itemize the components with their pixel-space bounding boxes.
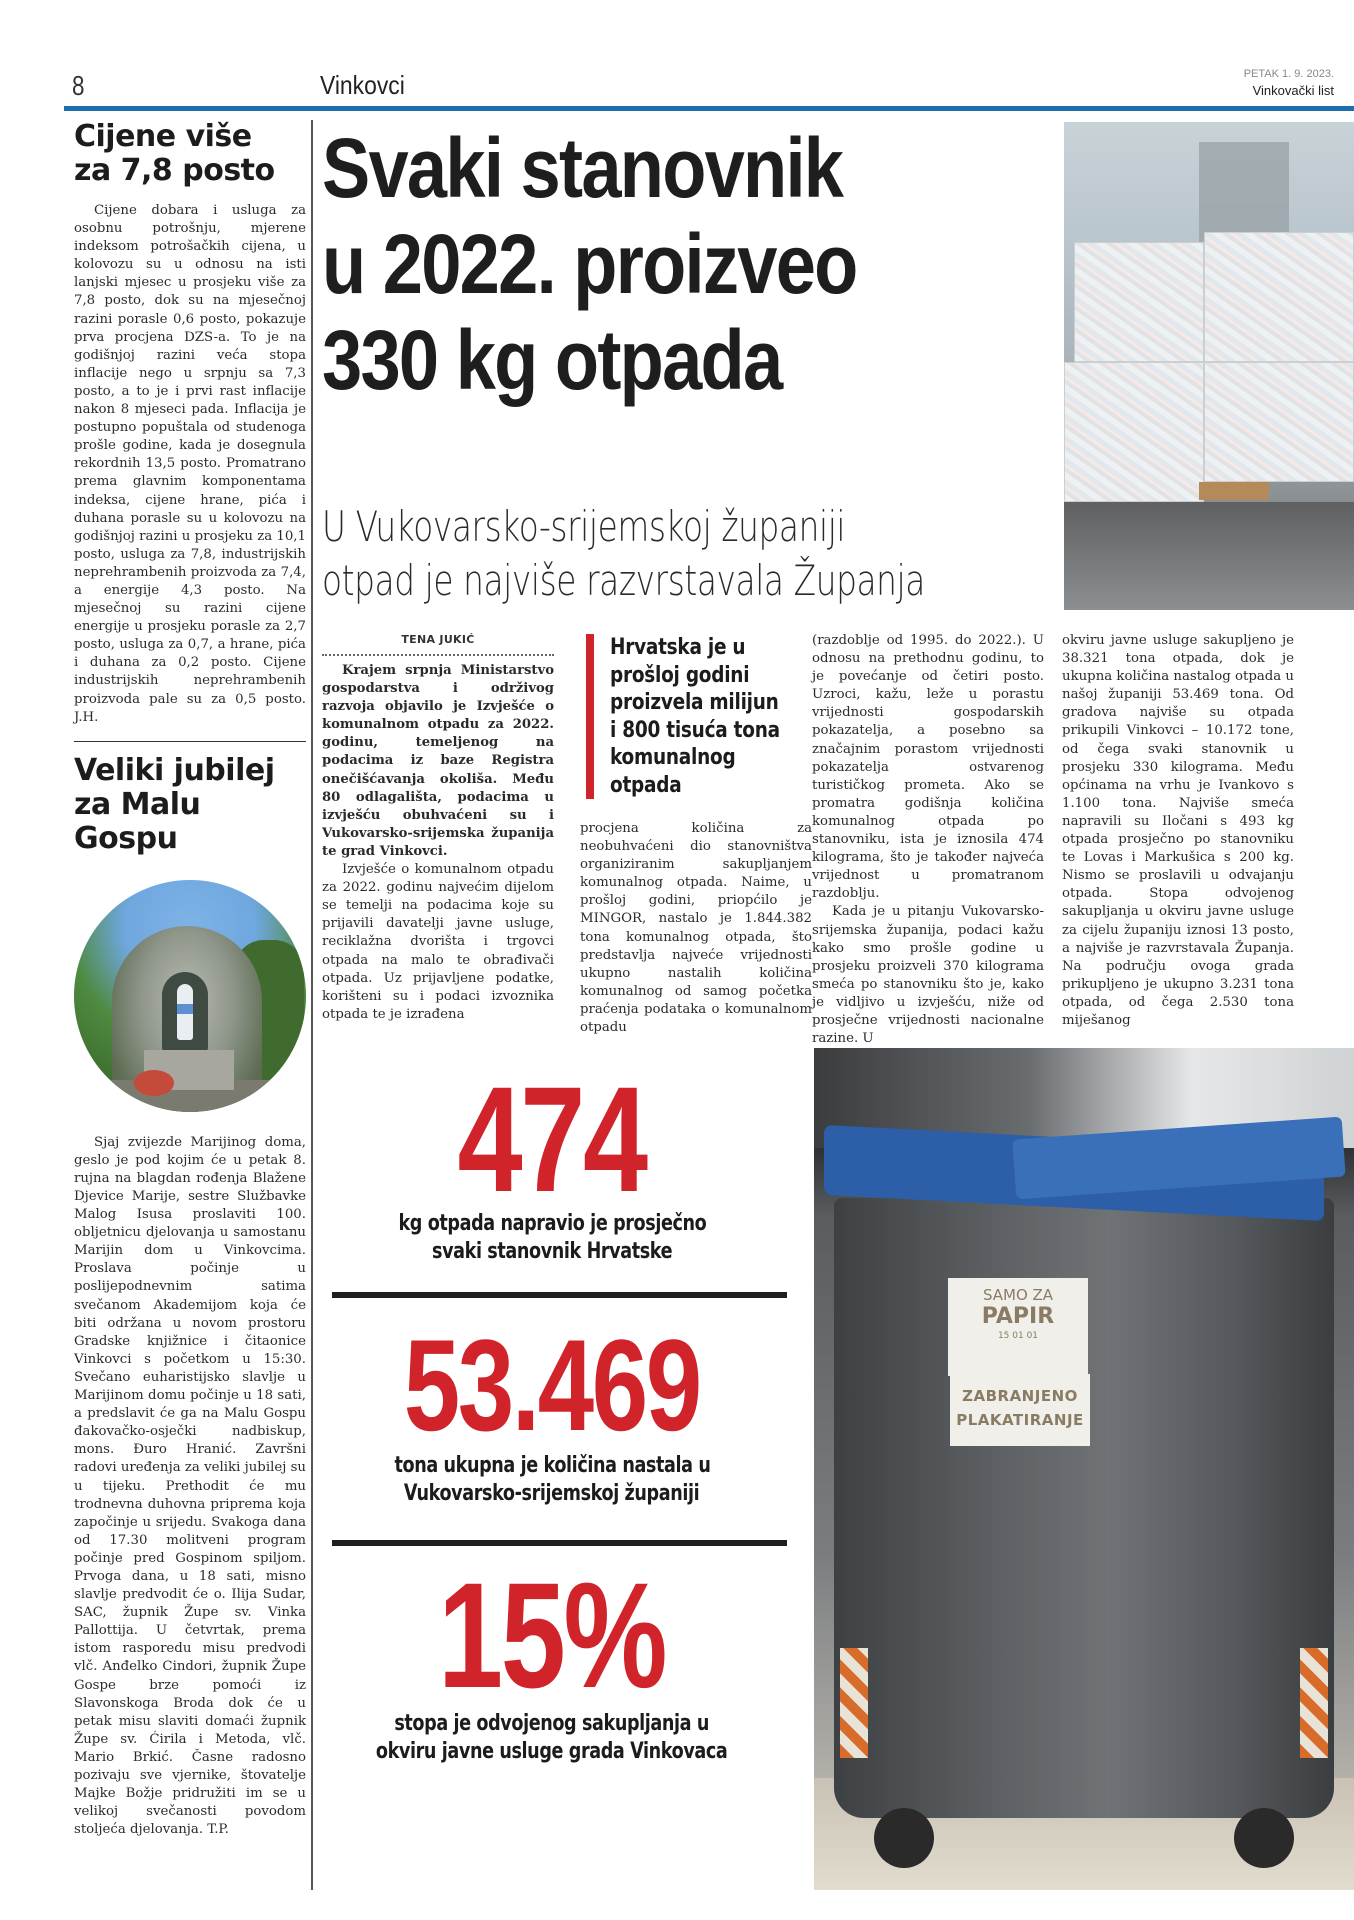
- article-column-1: [322, 662, 554, 1024]
- paragraph: procjena količina za neobuhvaćeni dio stanovništva organiziranim sakupljanjem komunalnog otpada. Naime, u prošloj godini, priopćilo je MINGOR, nastalo je 1.844.382 tona komunalnog otpada, što predstavlja najveće vrijednosti ukupno nastalih količina komunalnog od samog početka praćenja podataka o komunalnom otpadu: [580, 821, 812, 1036]
- lead-paragraph: [322, 662, 554, 861]
- quote-line: Hrvatska je u: [610, 635, 746, 660]
- column-3-body: [812, 632, 1044, 1048]
- quote-line: otpada: [610, 772, 682, 798]
- no-posting-sign: [950, 1374, 1090, 1446]
- quote-line: komunalnog: [610, 745, 736, 770]
- stat-item: [322, 1055, 782, 1268]
- stat-label: okviru javne usluge grada Vinkovaca: [376, 1739, 728, 1764]
- main-headline: [322, 120, 958, 408]
- sign-text: PAPIR: [981, 1304, 1055, 1329]
- column-1-body: [322, 861, 554, 1024]
- section-divider: [74, 741, 306, 742]
- page-number: 8: [72, 70, 85, 101]
- headline-line: 330 kg otpada: [322, 313, 782, 407]
- byline: TENA JUKIĆ: [401, 633, 475, 646]
- story-1-title: [74, 120, 306, 188]
- pull-quote: [586, 634, 818, 799]
- column-4-body: [1062, 632, 1294, 1030]
- paragraph: Krajem srpnja Ministarstvo gospodarstva i održivog razvoja objavilo je Izvješće o komunalnom otpadu za 2022. godinu, temeljenog na podacima iz baze Registra onečišćavanja okoliša. Među 80 odlagališta, podacima u izvješću obuhvaćeni su i Vukovarsko-srijemska županija te grad Vinkovci.: [322, 663, 554, 859]
- paper-bales-photo: [1064, 122, 1354, 610]
- article-column-3: [812, 632, 1044, 1048]
- sign-text: SAMO ZA: [982, 1286, 1054, 1304]
- title-line: Veliki jubilej: [74, 752, 275, 788]
- stat-label: svaki stanovnik Hrvatske: [431, 1239, 673, 1264]
- sign-text: PLAKATIRANJE: [956, 1411, 1084, 1429]
- story-2-title: [74, 754, 306, 856]
- sign-text: 15 01 01: [997, 1331, 1039, 1341]
- subheadline: [322, 500, 925, 608]
- quote-line: prošloj godini: [610, 662, 750, 688]
- headline-line: u 2022. proizveo: [322, 217, 857, 311]
- section-name: Vinkovci: [320, 70, 405, 100]
- paragraph: Cijene dobara i usluga za osobnu potrošnju, mjerene indeksom potrošačkih cijena, u kolovozu su u odnosu na isti lanjski mjesec u prosjeku više za 7,8 posto, dok su na mjesečnoj razini porasle 0,6 posto, pokazuje prva procjena DZS-a. To je na godišnjoj razini veća stopa inflacije nego u srpnju sa 7,3 posto, a to je i prvi rast inflacije nakon 8 mjeseci pada. Inflacija je postupno popuštala od studenoga prošle godine, kada je dosegnula rekordnih 13,5 posto. Promatrano prema glavnim komponentama indeksa, cijene hrane, pića i duhana porasle su u kolovozu na godišnjoj razini u prosjeku za 10,1 posto, usluga za 7,8, industrijskih neprehrambenih proizvoda za 7,4, a energije 4,3 posto. Na mjesečnoj su razini cijene energije u prosjeku porasle za 2,7 posto, usluga za 0,7, a hrane, pića i duhana za 0,2 posto. Cijene industrijskih neprehrambenih proizvoda pale su za 0,5 posto. J.H.: [74, 203, 306, 725]
- title-line: za Malu Gospu: [74, 786, 201, 856]
- stat-number: 15%: [438, 1551, 666, 1719]
- stats-box: [322, 1055, 782, 1766]
- issue-date: PETAK 1. 9. 2023.: [1243, 68, 1334, 80]
- title-line: Cijene više: [74, 119, 252, 154]
- story-2-body: [74, 1134, 306, 1840]
- title-line: za 7,8 posto: [74, 153, 275, 188]
- quote-line: proizvela milijun: [610, 690, 779, 715]
- header-rule: [64, 106, 1354, 111]
- stat-number: 474: [457, 1055, 647, 1223]
- article-column-4: [1062, 632, 1294, 1030]
- paragraph: okviru javne usluge sakupljeno je 38.321 tona otpada, dok je ukupna količina nastalog otpada u našoj županiji 53.469 tona. Od gradova najviše su otpada prikupili Vinkovci – 10.172 tone, od čega svaki stanovnik u prosjeku 330 kilograma. Među općinama na vrhu je Ivankovo s 1.100 tona. Najviše smeća napravili su Iločani s 493 kg otpada prosječno po stanovniku te Lovas i Markušica s 200 kg. Nismo se proslavili u odvajanju otpada. Stopa odvojenog sakupljanja u okviru javne usluge za cijelu županiju iznosi 13 posto, a najviše je razvrstavala Županja. Na području ovoga grada prikupljeno je ukupno 3.231 tona otpada, od čega 2.530 tona miješanog: [1062, 633, 1295, 1028]
- stat-item: [322, 1546, 782, 1766]
- paragraph: Kada je u pitanju Vukovarsko-srijemska županija, podaci kažu kako smo prošle godine u prosjeku proizveli 370 kilograma smeća po stanovniku što je, kako je vidljivo u izvješću, niže od prosječne vrijednosti nacionalne razine. U: [812, 904, 1044, 1047]
- stat-number: 53.469: [403, 1312, 701, 1458]
- paper-only-sign: [948, 1278, 1088, 1376]
- stat-label: Vukovarsko-srijemskoj županiji: [404, 1481, 700, 1506]
- stat-label: tona ukupna je količina nastala u: [394, 1453, 710, 1478]
- article-column-2: [580, 820, 812, 1037]
- waste-container-photo: [814, 1048, 1354, 1890]
- subheadline-line: U Vukovarsko-srijemskoj županiji: [322, 502, 846, 551]
- stat-label: stopa je odvojenog sakupljanja u: [394, 1711, 710, 1736]
- column-divider: [311, 120, 313, 1890]
- paragraph: Izvješće o komunalnom otpadu za 2022. godinu najvećim dijelom se temelji na podacima koje su prijavili davatelji javne usluge, reciklažna dvorišta i trgovci otpada na malo te obrađivači otpada. Uz prijavljene podatke, korišteni su i podaci izvoznika otpada te je izrađena: [322, 862, 554, 1022]
- newspaper-name: Vinkovački list: [1252, 83, 1334, 98]
- byline-divider: [322, 654, 554, 656]
- pull-quote-text: [610, 634, 785, 799]
- quote-line: i 800 tisuća tona: [610, 717, 780, 743]
- column-2-body: [580, 820, 812, 1037]
- grotto-photo: [74, 880, 306, 1112]
- stat-label: kg otpada napravio je prosječno: [398, 1211, 706, 1236]
- sign-text: ZABRANJENO: [962, 1387, 1078, 1405]
- page-header: [64, 66, 1354, 104]
- headline-line: Svaki stanovnik: [322, 121, 843, 215]
- stat-item: [322, 1298, 782, 1518]
- subheadline-line: otpad je najviše razvrstavala Županja: [322, 556, 925, 605]
- paragraph: (razdoblje od 1995. do 2022.). U odnosu na prethodnu godinu, to je povećanje od četiri posto. Uzroci, kažu, leže u porastu vrijednosti gospodarskih pokazatelja, a posebno sa značajnim porastom vrijednosti pokazatelja ostvarenog turističkog prometa. Ako se promatra godišnja količina komunalnog otpada po stanovniku, ista je iznosila 474 kilograma, što je također najveća vrijednost u promatranom razdoblju.: [812, 633, 1044, 902]
- left-sidebar: [74, 120, 306, 1839]
- story-1-body: [74, 202, 306, 727]
- paragraph: Sjaj zvijezde Marijinog doma, geslo je pod kojim će u petak 8. rujna na blagdan rođenja Blažene Djevice Marije, sestre Službavke Malog Isusa proslaviti 100. obljetnicu djelovanja u samostanu Marijin dom u Vinkovcima. Proslava počinje u poslijepodnevnim satima svečanom Akademijom koja će biti održana u novom prostoru Gradske knjižnice i čitaonice Vinkovci s početkom u 15:30. Svečano euharistijsko slavlje u Marijinom domu počinje u 18 sati, a predslavit će ga na Malu Gospu đakovačko-osječki nadbiskup, mons. Đuro Hranić. Završni radovi uređenja za veliki jubilej su u tijeku. Prethodit će mu trodnevna duhovna priprema koja započinje u srijedu. Svakoga dana od 17.30 molitveni program počinje pred Gospinom spiljom. Prvoga dana, u 18 sati, misno slavlje predvodit će o. Ilija Sudar, SAC, župnik Župe sv. Vinka Pallottija. U četvrtak, prema istom rasporedu misu predvodi vlč. Anđelko Cindori, župnik Župe Gospe brze pomoći iz Slavonskoga Broda dok će u petak misu slaviti domaći župnik Župe sv. Ćirila i Metoda, vlč. Mario Brkić. Časne radosno pozivaju sve vjernike, štovatelje Majke Božje pridružiti im se u velikoj svečanosti povodom stoljeća djelovanja. T.P.: [74, 1134, 306, 1838]
